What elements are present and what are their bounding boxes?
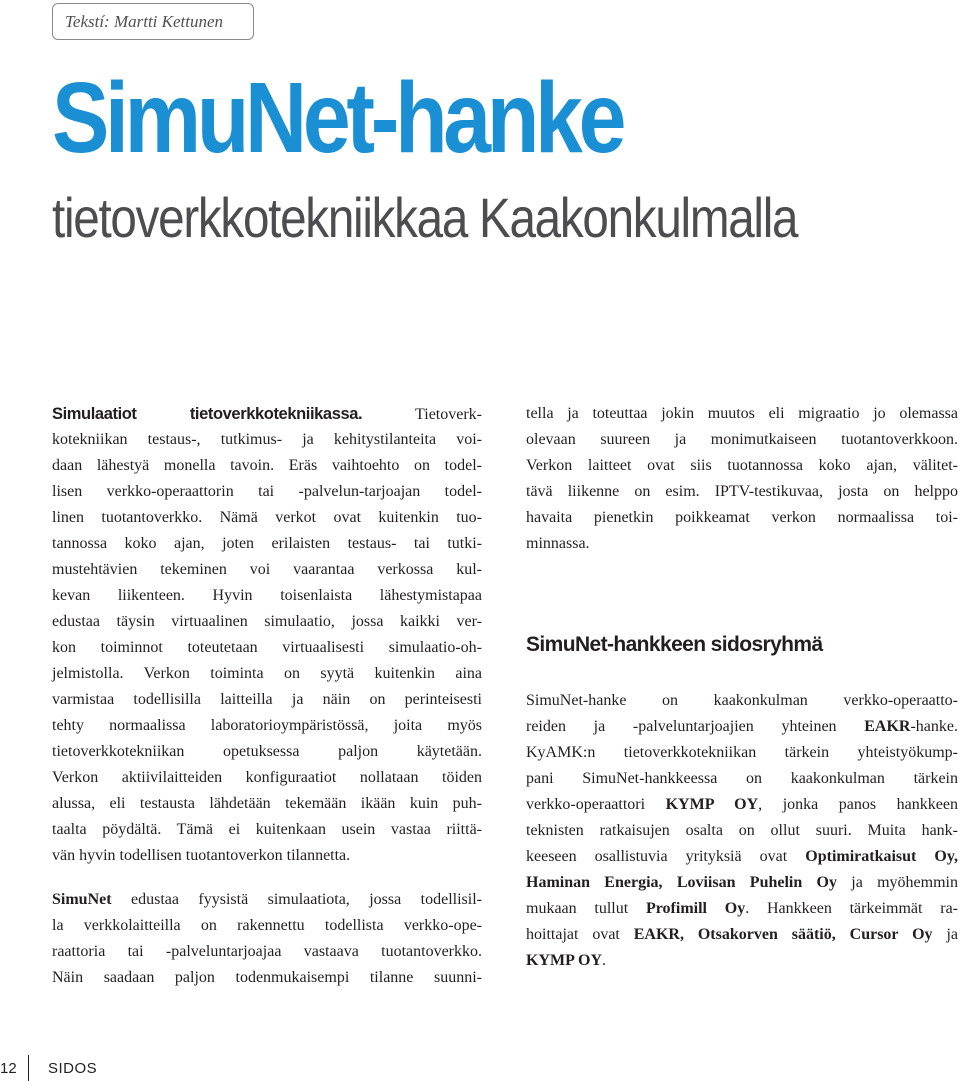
text-line: Haminan Energia, Loviisan Puhelin Oy ja myöhemmin (526, 874, 958, 891)
paragraph-continuation (526, 401, 958, 557)
text-line: kotekniikan testaus-, tutkimus- ja kehitystilanteita voi- (52, 431, 482, 448)
left-column (52, 401, 482, 991)
section-heading: SimuNet-hankkeen sidosryhmä (526, 633, 823, 656)
text-line: SimuNet edustaa fyysistä simulaatiota, jossa todellisil- (52, 891, 482, 908)
text-line: alussa, eli testausta lähdetään tekemään ikään kuin puh- (52, 795, 482, 812)
text-line: Verkon aktiivilaitteiden konfiguraatiot nollataan töiden (52, 769, 482, 786)
bold-term: EAKR, Otsakorven säätiö, Cursor Oy (633, 926, 933, 943)
magazine-name: SIDOS (48, 1060, 98, 1077)
text-line: raattoria tai -palveluntarjoajaa vastaava tuotantoverkko. (52, 943, 482, 960)
paragraph-simunet (52, 887, 482, 991)
text-line: kevan liikenteen. Hyvin toisenlaista lähestymistapaa (52, 587, 482, 604)
right-column (526, 401, 958, 557)
text-line: la verkkolaitteilla on rakennettu todellista verkko-ope- (52, 917, 482, 934)
text-line: minnassa. (526, 535, 590, 552)
text-line: Simulaatiot tietoverkkotekniikassa. Tietoverk- (52, 405, 482, 423)
byline-box (52, 3, 254, 40)
text-line: Näin saadaan paljon todenmukaisempi tilanne suunni- (52, 969, 482, 986)
bold-term: Optimiratkaisut Oy, (805, 848, 958, 865)
paragraph-stakeholders (526, 688, 958, 974)
text-line: verkko-operaattori KYMP OY, jonka panos hankkeen (526, 796, 958, 813)
bold-term: Haminan Energia, Loviisan Puhelin Oy (526, 874, 837, 891)
paragraph-simulations (52, 401, 482, 869)
text-line: Verkon laitteet ovat siis tuotannossa koko ajan, välitet- (526, 457, 958, 474)
page-title: SimuNet-hanke (52, 62, 623, 174)
text-line: reiden ja -palveluntarjoajien yhteinen EAKR-hanke. (526, 718, 958, 735)
text-line: lisen verkko-operaattorin tai -palvelun-tarjoajan todel- (52, 483, 482, 500)
text-line: tella ja toteuttaa jokin muutos eli migraatio jo olemassa (526, 405, 958, 422)
text-line: edustaa täysin virtuaalinen simulaatio, jossa kaikki ver- (52, 613, 482, 630)
bold-term: SimuNet (52, 891, 112, 908)
text-line: KYMP OY. (526, 952, 606, 969)
text-line: kon toiminnot toteutetaan virtuaalisesti simulaatio-oh- (52, 639, 482, 656)
text-line: pani SimuNet-hankkeessa on kaakonkulman tärkein (526, 770, 958, 787)
text-line: hoittajat ovat EAKR, Otsakorven säätiö, Cursor Oy ja (526, 926, 958, 943)
text-line: daan lähestyä monella tavoin. Eräs vaihtoehto on todel- (52, 457, 482, 474)
text-line: mustehtävien tekeminen voi vaarantaa verkossa kul- (52, 561, 482, 578)
text-line: mukaan tullut Profimill Oy. Hankkeen tärkeimmät ra- (526, 900, 959, 917)
bold-term: EAKR (864, 718, 911, 735)
text-line: havaita pienetkin poikkeamat verkon normaalissa toi- (526, 509, 958, 526)
text-line: jelmistolla. Verkon toiminta on syytä kuitenkin aina (52, 665, 482, 682)
text-line: olevaan suureen ja monimutkaiseen tuotantoverkkoon. (526, 431, 958, 448)
text-line: keeseen osallistuvia yrityksiä ovat Optimiratkaisut Oy, (526, 848, 958, 865)
text-line: tehty normaalissa laboratorioympäristössä, joita myös (52, 717, 482, 734)
byline: Tekstí: Martti Kettunen (65, 12, 224, 31)
bold-term: KYMP OY (665, 796, 759, 813)
footer-divider (28, 1055, 29, 1081)
text-line: taalta pöydältä. Tämä ei kuitenkaan usein vastaa riittä- (52, 821, 482, 838)
text-line: teknisten ratkaisujen osalta on ollut suuri. Muita hank- (526, 822, 958, 839)
text-line: vän hyvin todellisen tuotantoverkon tilannetta. (52, 847, 351, 864)
text-line: tietoverkkotekniikan opetuksessa paljon käytetään. (52, 743, 482, 760)
page-number: 12 (0, 1060, 17, 1077)
text-line: KyAMK:n tietoverkkotekniikan tärkein yhteistyökump- (526, 744, 958, 761)
right-column-stakeholders (526, 688, 958, 974)
text-line: varmistaa todellisilla laitteilla ja näin on perinteisesti (52, 691, 482, 708)
page-subtitle: tietoverkkotekniikkaa Kaakonkulmalla (52, 186, 798, 249)
text-line: SimuNet-hanke on kaakonkulman verkko-operaatto- (526, 692, 958, 709)
text-line: linen tuotantoverkko. Nämä verkot ovat kuitenkin tuo- (52, 509, 482, 526)
text-line: tannossa koko ajan, joten erilaisten testaus- tai tutki- (52, 535, 482, 552)
bold-term: Profimill Oy (645, 900, 746, 917)
run-in-heading: Simulaatiot tietoverkkotekniikassa. (52, 405, 363, 423)
bold-term: KYMP OY (526, 952, 602, 969)
text-line: tävä liikenne on esim. IPTV-testikuvaa, josta on helppo (526, 483, 958, 500)
